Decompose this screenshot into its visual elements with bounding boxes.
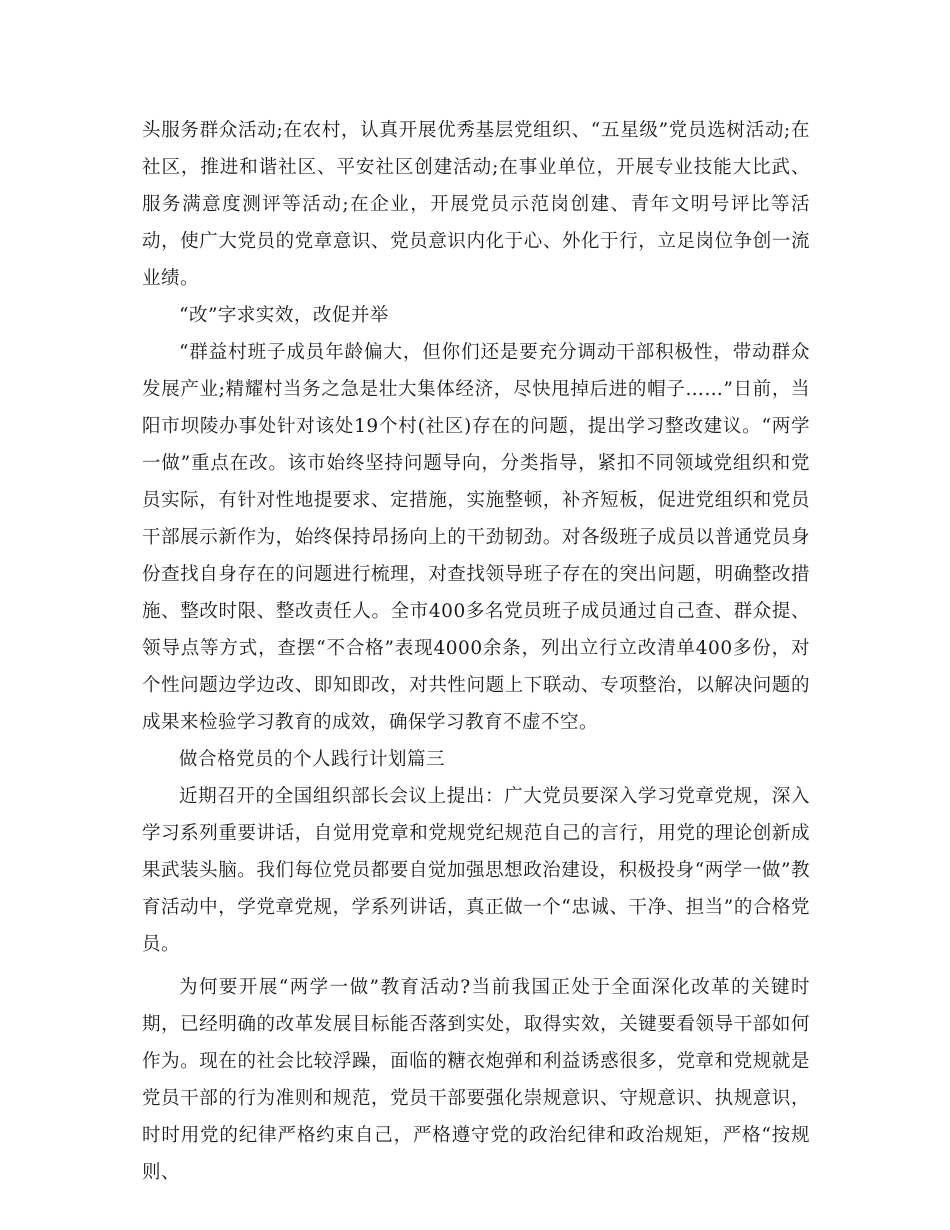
section-heading-reform: “改”字求实效，改促并举 bbox=[179, 305, 389, 326]
paragraph-reform-details: “群益村班子成员年龄偏大，但你们还是要充分调动干部积极性，带动群众发展产业;精耀村当务之急是壮大集体经济，尽快甩掉后进的帽子……”日前，当阳市坝陵办事处针对该处19个村(社区)存在的问题，提出学习整改建议。“两学一做”重点在改。该市始终坚持问题导向，分类指导，紧扣不同领域党组织和党员实际，有针对性地提要求、定措施，实施整顿，补齐短板，促进党组织和党员干部展示新作为，始终保持昂扬向上的干劲韧劲。对各级班子成员以普通党员身份查找自身存在的问题进行梳理，对查找领导班子存在的突出问题，明确整改措施、整改时限、整改责任人。全市400多名党员班子成员通过自己查、群众提、领导点等方式，查摆“不合格”表现4000余条，列出立行立改清单400多份，对个性问题边学边改、即知即改，对共性问题上下联动、专项整治，以解决问题的成果来检验学习教育的成效，确保学习教育不虚不空。 bbox=[142, 342, 810, 733]
paragraph-why: 为何要开展“两学一做”教育活动?当前我国正处于全面深化改革的关键时期，已经明确的改革发展目标能否落到实处，取得实效，关键要看领导干部如何作为。现在的社会比较浮躁，面临的糖衣炮弹和利益诱惑很多，党章和党规就是党员干部的行为准则和规范，党员干部要强化崇规意识、守规意识、执规意识，时时用党的纪律严格约束自己，严格遵守党的政治纪律和政治规矩，严格“按规则、 bbox=[142, 977, 810, 1183]
section-heading-part-three: 做合格党员的个人践行计划篇三 bbox=[179, 749, 446, 770]
document-body bbox=[142, 112, 810, 1191]
paragraph-conference: 近期召开的全国组织部长会议上提出：广大党员要深入学习党章党规，深入学习系列重要讲话，自觉用党章和党规党纪规范自己的言行，用党的理论创新成果武装头脑。我们每位党员都要自觉加强思想政治建设，积极投身“两学一做”教育活动中，学党章党规，学系列讲话，真正做一个“忠诚、干净、担当”的合格党员。 bbox=[142, 786, 810, 955]
paragraph-continuation: 头服务群众活动;在农村，认真开展优秀基层党组织、“五星级”党员选树活动;在社区，推进和谐社区、平安社区创建活动;在事业单位，开展专业技能大比武、服务满意度测评等活动;在企业，开展党员示范岗创建、青年文明号评比等活动，使广大党员的党章意识、党员意识内化于心、外化于行，立足岗位争创一流业绩。 bbox=[142, 120, 810, 289]
